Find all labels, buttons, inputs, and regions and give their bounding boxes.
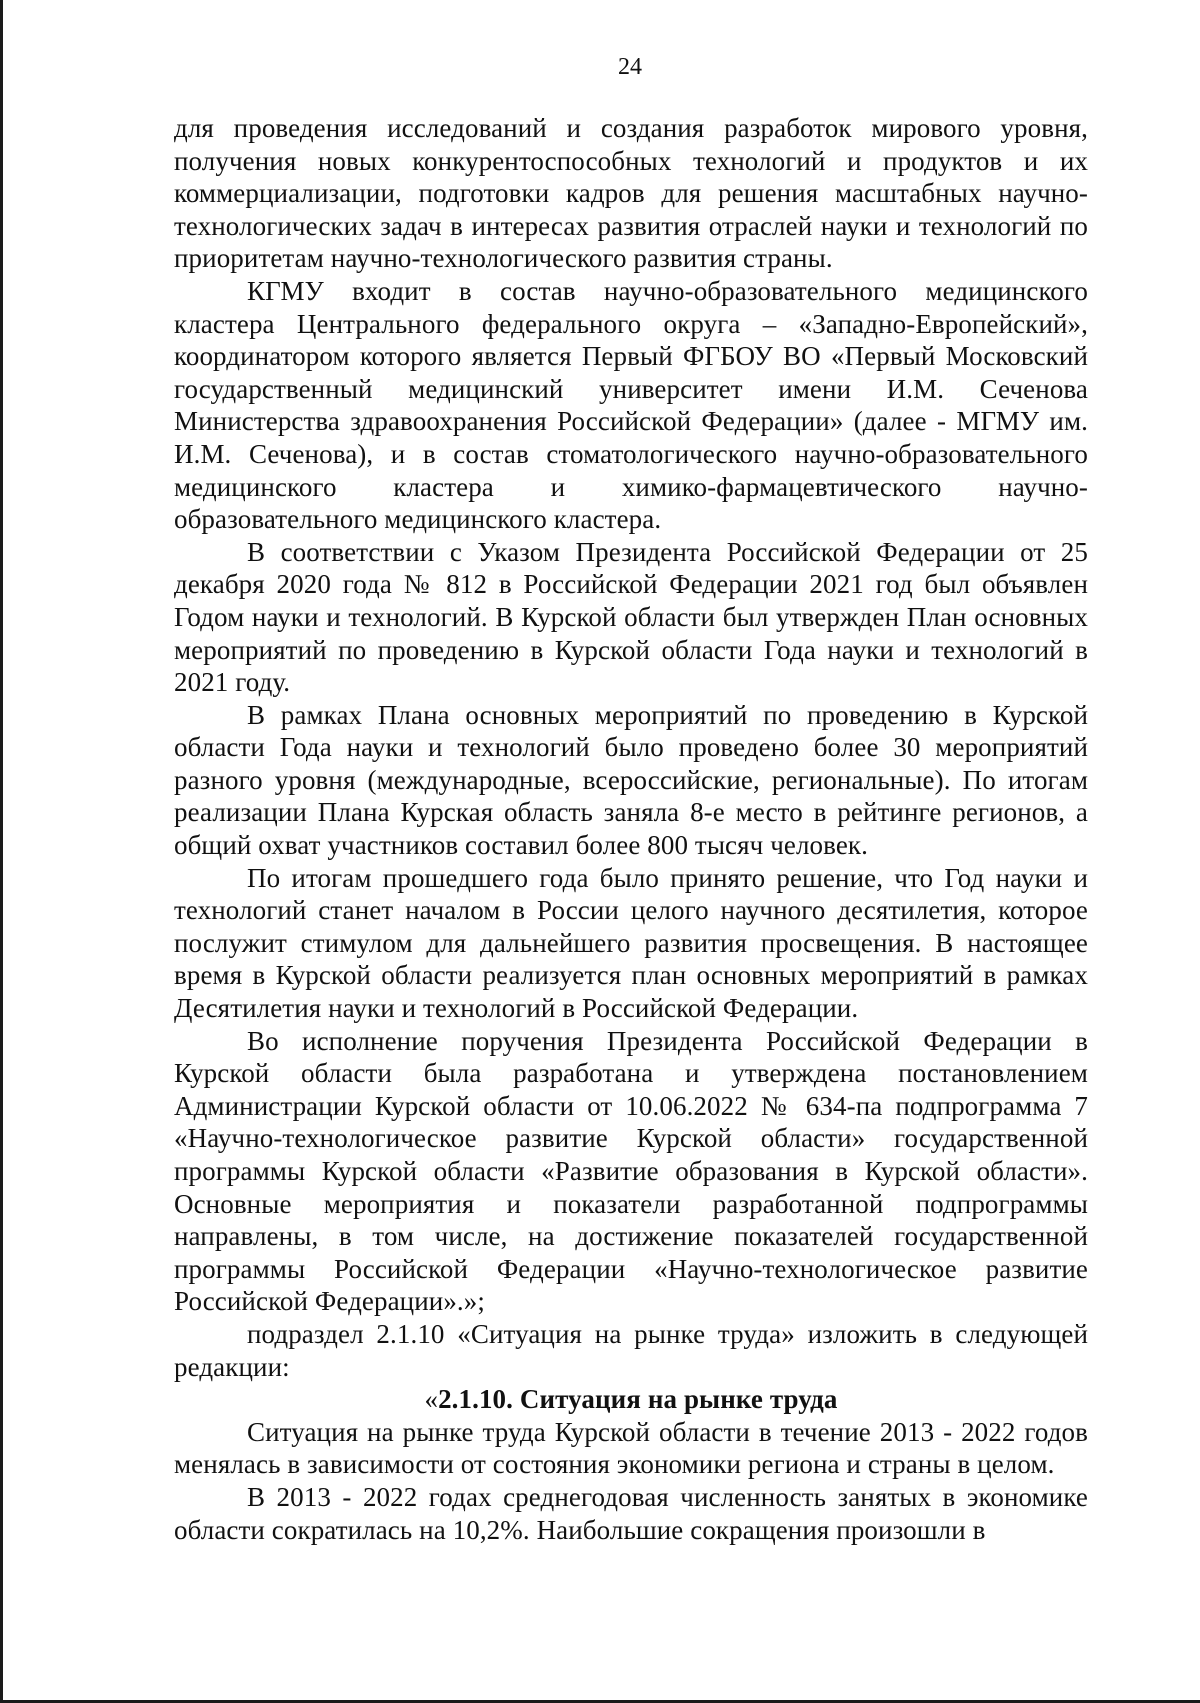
section-heading (174, 1383, 1088, 1416)
paragraph-year-of-science-decree: В соответствии с Указом Президента Российской Федерации от 25 декабря 2020 года № 812 в Российской Федерации 2021 год был объявлен Годом науки и технологий. В Курской области был утвержден План основных мероприятий по проведению в Курской области Года науки и технологий в 2021 году. (174, 536, 1088, 698)
paragraph-employment-decline: В 2013 - 2022 годах среднегодовая численность занятых в экономике области сократилась на 10,2%. Наибольшие сокращения произошли в (174, 1481, 1088, 1545)
paragraph-continuation: для проведения исследований и создания разработок мирового уровня, получения новых конкурентоспособных технологий и продуктов и их коммерциализации, подготовки кадров для решения масштабных научно-технологических задач в интересах развития отраслей науки и технологий по приоритетам научно-технологического развития страны. (174, 113, 1088, 274)
scan-left-edge (0, 0, 3, 1703)
page-number: 24 (618, 54, 642, 80)
paragraph-labor-market-situation: Ситуация на рынке труда Курской области в течение 2013 - 2022 годов менялась в зависимости от состояния экономики региона и страны в целом. (174, 1416, 1088, 1480)
section-heading-quote: « (424, 1384, 439, 1415)
paragraph-subsection-amendment: подраздел 2.1.10 «Ситуация на рынке труда» изложить в следующей редакции: (174, 1318, 1088, 1382)
paragraph-subprogram-7: Во исполнение поручения Президента Российской Федерации в Курской области была разработана и утверждена постановлением Администрации Курской области от 10.06.2022 № 634-па подпрограмма 7 «Научно-технологическое развитие Курской области» государственной программы Курской области «Развитие образования в Курской области». Основные мероприятия и показатели разработанной подпрограммы направлены, в том числе, на достижение показателей государственной программы Российской Федерации «Научно-технологическое развитие Российской Федерации».»; (174, 1025, 1088, 1317)
paragraph-kgmu-cluster: КГМУ входит в состав научно-образовательного медицинского кластера Центрального федерального округа – «Западно-Европейский», координатором которого является Первый ФГБОУ ВО «Первый Московский государственный медицинский университет имени И.М. Сеченова Министерства здравоохранения Российской Федерации» (далее - МГМУ им. И.М. Сеченова), и в состав стоматологического научно-образовательного медицинского кластера и химико-фармацевтического научно-образовательного медицинского кластера. (174, 275, 1088, 535)
paragraph-plan-events: В рамках Плана основных мероприятий по проведению в Курской области Года науки и технологий было проведено более 30 мероприятий разного уровня (международные, всероссийские, региональные). По итогам реализации Плана Курская область заняла 8-е место в рейтинге регионов, а общий охват участников составил более 800 тысяч человек. (174, 699, 1088, 861)
paragraph-science-decade: По итогам прошедшего года было принято решение, что Год науки и технологий станет началом в России целого научного десятилетия, которое послужит стимулом для дальнейшего развития просвещения. В настоящее время в Курской области реализуется план основных мероприятий в рамках Десятилетия науки и технологий в Российской Федерации. (174, 862, 1088, 1024)
document-body (174, 112, 1088, 1546)
section-heading-title: 2.1.10. Ситуация на рынке труда (438, 1384, 838, 1415)
